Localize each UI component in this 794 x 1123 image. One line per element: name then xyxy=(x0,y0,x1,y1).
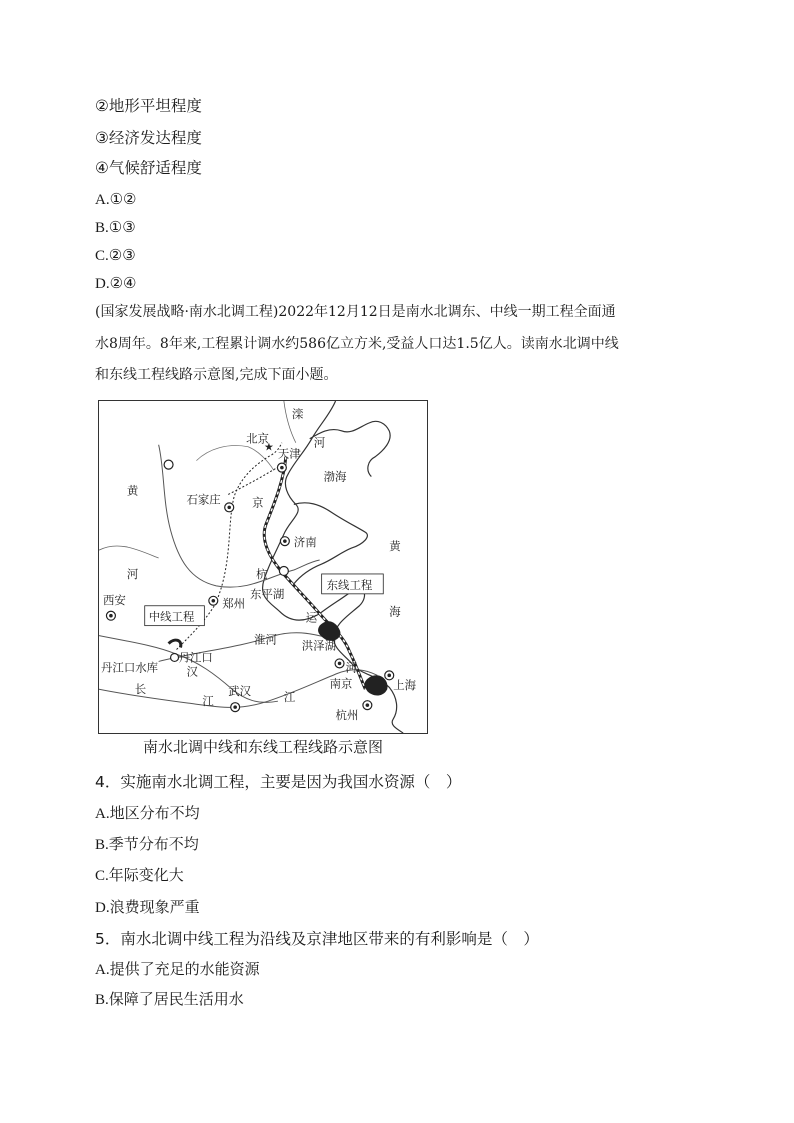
label-xian: 西安 xyxy=(102,592,126,607)
label-luan-river: 河 xyxy=(313,435,326,450)
label-tianjin: 天津 xyxy=(277,446,301,461)
label-yun: 运 xyxy=(305,610,318,625)
label-middle-route: 中线工程 xyxy=(148,609,195,624)
label-hang: 杭 xyxy=(256,566,268,581)
item-4: ④气候舒适程度 xyxy=(95,159,202,177)
label-jiang-2: 江 xyxy=(283,690,296,705)
label-luan: 滦 xyxy=(291,406,304,421)
label-yellow-sea: 黄 xyxy=(389,539,401,554)
upper-yellow xyxy=(99,546,159,558)
danjiangkou-marker xyxy=(171,653,179,661)
route-map xyxy=(98,400,428,734)
fen-river xyxy=(196,446,274,471)
label-hangzhou: 杭州 xyxy=(335,708,359,723)
q5-option-b: B.保障了居民生活用水 xyxy=(95,992,244,1008)
route-map-svg xyxy=(99,401,427,733)
option-b: B.①③ xyxy=(95,220,136,236)
q4-option-d: D.浪费现象严重 xyxy=(95,900,200,916)
label-chang: 长 xyxy=(134,682,147,697)
option-c: C.②③ xyxy=(95,248,136,264)
unnamed-north-marker xyxy=(164,460,173,469)
label-nanjing: 南京 xyxy=(329,676,353,691)
q5-option-a: A.提供了充足的水能资源 xyxy=(95,962,260,978)
item-3: ③经济发达程度 xyxy=(95,129,202,147)
label-sea: 海 xyxy=(389,604,401,619)
label-danjiangkou: 丹江口 xyxy=(178,650,213,665)
label-huang: 黄 xyxy=(126,483,139,498)
label-jing: 京 xyxy=(252,495,264,510)
label-huaihe: 淮河 xyxy=(254,632,277,647)
label-danjiangkou-reservoir: 丹江口水库 xyxy=(100,660,159,675)
label-zhengzhou: 郑州 xyxy=(222,596,246,611)
label-jiang-1: 江 xyxy=(202,694,214,709)
label-dongpinghu: 东平湖 xyxy=(250,586,285,601)
label-east-route: 东线工程 xyxy=(326,577,373,592)
label-canal-he: 河 xyxy=(345,660,357,675)
label-bohai: 渤海 xyxy=(323,469,347,484)
label-han: 汉 xyxy=(186,664,198,679)
q5-stem: 5．南水北调中线工程为沿线及京津地区带来的有利影响是（ ） xyxy=(95,930,539,948)
q4-stem: 4．实施南水北调工程，主要是因为我国水资源（ ） xyxy=(95,773,462,791)
dongping-marker xyxy=(279,567,288,576)
label-wuhan: 武汉 xyxy=(228,684,252,699)
beijing-star: ★ xyxy=(263,440,274,454)
q4-option-c: C.年际变化大 xyxy=(95,868,184,884)
label-huang-river: 河 xyxy=(126,566,139,581)
intro-line-3: 和东线工程线路示意图,完成下面小题。 xyxy=(95,367,338,383)
item-2: ②地形平坦程度 xyxy=(95,97,202,115)
label-shanghai: 上海 xyxy=(393,678,417,693)
map-caption: 南水北调中线和东线工程线路示意图 xyxy=(142,738,383,756)
middle-branch xyxy=(228,465,282,495)
taihu-lake xyxy=(365,675,388,695)
q4-option-a: A.地区分布不均 xyxy=(95,806,200,822)
danjiangkou-reservoir xyxy=(169,640,181,647)
label-jinan: 济南 xyxy=(293,535,317,550)
intro-line-2: 水8周年。8年来,工程累计调水约586亿立方米,受益人口达1.5亿人。读南水北调中线 xyxy=(95,336,619,352)
option-d: D.②④ xyxy=(95,276,137,292)
label-beijing: 北京 xyxy=(246,431,269,446)
q4-option-b: B.季节分布不均 xyxy=(95,837,199,853)
option-a: A.①② xyxy=(95,192,137,208)
label-hongzehu: 洪泽湖 xyxy=(301,638,337,653)
label-shijiazhuang: 石家庄 xyxy=(186,492,221,507)
intro-line-1: (国家发展战略·南水北调工程)2022年12月12日是南水北调东、中线一期工程全面通 xyxy=(95,304,616,320)
